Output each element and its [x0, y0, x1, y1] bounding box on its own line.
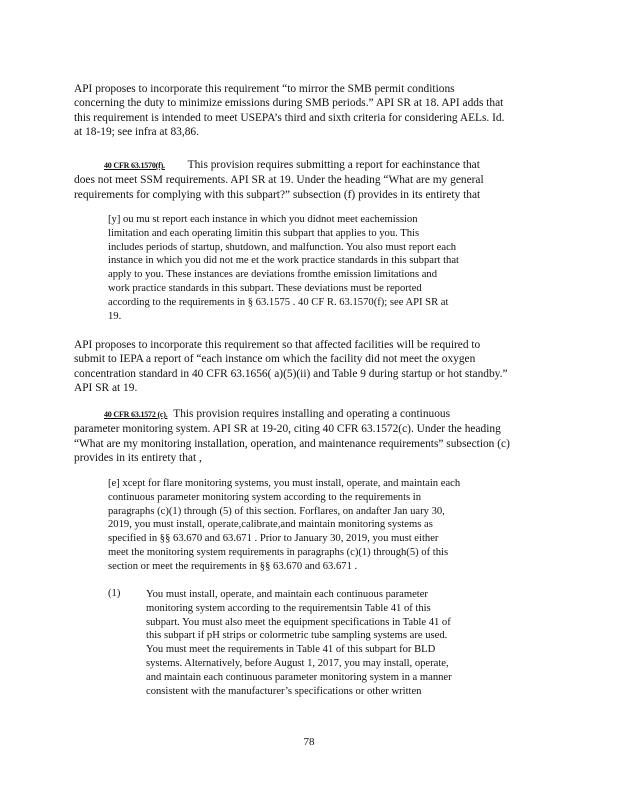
text-line: “What are my monitoring installation, operation, and maintenance requirements” subsection (c) — [74, 437, 510, 450]
text-line: does not meet SSM requirements. API SR at 19. Under the heading “What are my general — [74, 174, 484, 187]
text-line: includes periods of startup, shutdown, and malfunction. You also must report each — [108, 241, 457, 253]
paragraph-api-smb — [74, 82, 540, 140]
text-line: provides in its entirety that , — [74, 452, 202, 465]
text-line: section or meet the requirements in §§ 63.670 and 63.671 . — [108, 560, 358, 572]
text-line: at 18-19; see infra at 83,86. — [74, 126, 199, 139]
block-quote-1572c — [108, 477, 504, 574]
text-line: This provision requires submitting a report for eachinstance that — [187, 159, 480, 171]
text-line: this subpart if pH strips or colormetric tube sampling systems are used. — [146, 630, 448, 642]
text-line: concentration standard in 40 CFR 63.1656( a)(5)(ii) and Table 9 during startup or hot standby.” — [74, 367, 508, 380]
text-line: limitation and each operating limitin this subpart that applies to you. This — [108, 227, 420, 239]
text-line: 2019, you must install, operate,calibrate,and maintain monitoring systems as — [108, 519, 433, 531]
block-quote-1570f — [108, 213, 504, 323]
text-line: according to the requirements in § 63.1575 . 40 CF R. 63.1570(f); see API SR at — [108, 296, 449, 308]
text-line: this requirement is intended to meet USEPA’s third and sixth criteria for considering AELs. Id. — [74, 111, 505, 124]
text-line: instance in which you did not me et the work practice standards in this subpart that — [108, 255, 459, 267]
text-line: systems. Alternatively, before August 1, 2017, you may install, operate, — [146, 657, 449, 669]
paragraph-63-1570f — [74, 158, 540, 202]
text-line: paragraphs (c)(1) through (5) of this section. Forflares, on andafter Jan uary 30, — [108, 505, 445, 517]
text-line: You must meet the requirements in Table 41 of this subpart for BLD — [146, 644, 436, 656]
text-line: and maintain each continuous parameter monitoring system in a manner — [146, 671, 452, 683]
page-number: 78 — [303, 736, 315, 748]
list-item-1 — [146, 588, 502, 698]
text-line: monitoring system according to the requirementsin Table 41 of this — [146, 602, 431, 614]
text-line: apply to you. These instances are deviations fromthe emission limitations and — [108, 269, 438, 281]
text-line: continuous parameter monitoring system according to the requirements in — [108, 491, 422, 503]
text-line: concerning the duty to minimize emissions during SMB periods.” API SR at 18. API adds that — [74, 97, 504, 110]
text-line: API SR at 19. — [74, 382, 138, 395]
text-line: [y] ou mu st report each instance in which you didnot meet eachemission — [108, 214, 418, 225]
text-line: specified in §§ 63.670 and 63.671 . Prior to January 30, 2019, you must either — [108, 533, 439, 545]
text-line: subpart. You must also meet the equipment specifications in Table 41 of — [146, 616, 451, 628]
paragraph-api-oxygen — [74, 338, 540, 396]
citation-heading: 40 CFR 63.1572 (c). — [104, 410, 168, 419]
text-line: API proposes to incorporate this requirement so that affected facilities will be required to — [74, 339, 481, 351]
text-line: API proposes to incorporate this requirement “to mirror the SMB permit conditions — [74, 83, 455, 95]
text-line: work practice standards in this subpart. These deviations must be reported — [108, 282, 422, 294]
citation-heading: 40 CFR 63.1570(f). — [104, 161, 165, 170]
text-line: consistent with the manufacturer’s specifications or other written — [146, 685, 422, 697]
text-line: [e] xcept for flare monitoring systems, you must install, operate, and maintain each — [108, 478, 461, 489]
text-line: submit to IEPA a report of “each instance om which the facility did not meet the oxygen — [74, 353, 476, 366]
list-item-number: (1) — [108, 588, 121, 599]
paragraph-63-1572c — [74, 407, 540, 466]
text-line: You must install, operate, and maintain each continuous parameter — [146, 589, 428, 600]
text-line: meet the monitoring system requirements in paragraphs (c)(1) through(5) of this — [108, 546, 449, 558]
text-line: This provision requires installing and operating a continuous — [173, 408, 451, 420]
text-line: 19. — [108, 310, 122, 322]
text-line: requirements for complying with this subpart?” subsection (f) provides in its entirety that — [74, 188, 481, 201]
text-line: parameter monitoring system. API SR at 19-20, citing 40 CFR 63.1572(c). Under the heading — [74, 423, 501, 436]
